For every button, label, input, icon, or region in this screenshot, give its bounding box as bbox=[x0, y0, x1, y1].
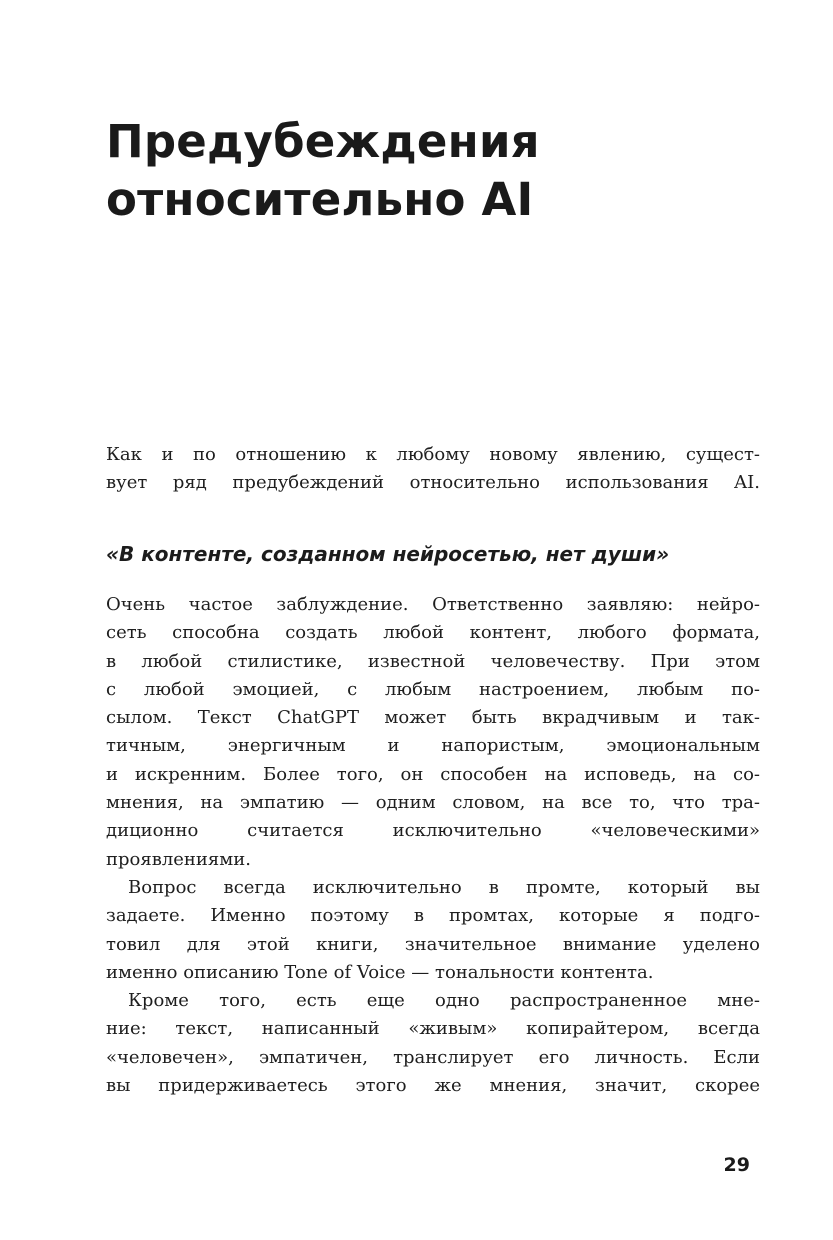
text-line: Вопрос всегда исключительно в промте, который вы bbox=[128, 876, 760, 898]
body-text bbox=[106, 591, 760, 1100]
text-line: в любой стилистике, известной человечеству. При этом bbox=[106, 650, 760, 672]
text-line: мнения, на эмпатию — одним словом, на все то, что тра- bbox=[106, 792, 760, 814]
text-line: ние: текст, написанный «живым» копирайтером, всегда bbox=[106, 1018, 760, 1040]
text-line: с любой эмоцией, с любым настроением, любым по- bbox=[106, 678, 760, 700]
text-line: задаете. Именно поэтому в промтах, которые я подго- bbox=[106, 905, 760, 927]
intro-paragraph bbox=[106, 441, 760, 498]
text-line: тичным, энергичным и напористым, эмоциональным bbox=[106, 735, 760, 757]
text-line: и искренним. Более того, он способен на исповедь, на со- bbox=[106, 763, 760, 785]
text-line: «человечен», эмпатичен, транслирует его личность. Если bbox=[106, 1046, 760, 1068]
chapter-title bbox=[106, 113, 746, 229]
text-line: Очень частое заблуждение. Ответственно заявляю: нейро- bbox=[106, 594, 760, 615]
text-line: проявлениями. bbox=[106, 848, 252, 870]
text-line: вует ряд предубеждений относительно использования AI. bbox=[106, 472, 760, 494]
section-subheading: «В контенте, созданном нейросетью, нет души» bbox=[106, 542, 670, 566]
text-line: Как и по отношению к любому новому явлению, сущест- bbox=[106, 444, 760, 465]
text-line: вы придерживаетесь этого же мнения, значит, скорее bbox=[106, 1075, 760, 1097]
page-number: 29 bbox=[723, 1154, 750, 1176]
text-line: диционно считается исключительно «человеческими» bbox=[106, 820, 760, 842]
text-line: сылом. Текст ChatGPT может быть вкрадчивым и так- bbox=[106, 707, 760, 729]
text-line: Кроме того, есть еще одно распространенное мне- bbox=[128, 990, 760, 1012]
chapter-title-line: относительно AI bbox=[106, 173, 534, 226]
text-line: товил для этой книги, значительное внимание уделено bbox=[106, 933, 760, 955]
text-line: именно описанию Tone of Voice — тональности контента. bbox=[106, 961, 654, 983]
chapter-title-line: Предубеждения bbox=[106, 115, 540, 168]
text-line: сеть способна создать любой контент, любого формата, bbox=[106, 622, 760, 644]
